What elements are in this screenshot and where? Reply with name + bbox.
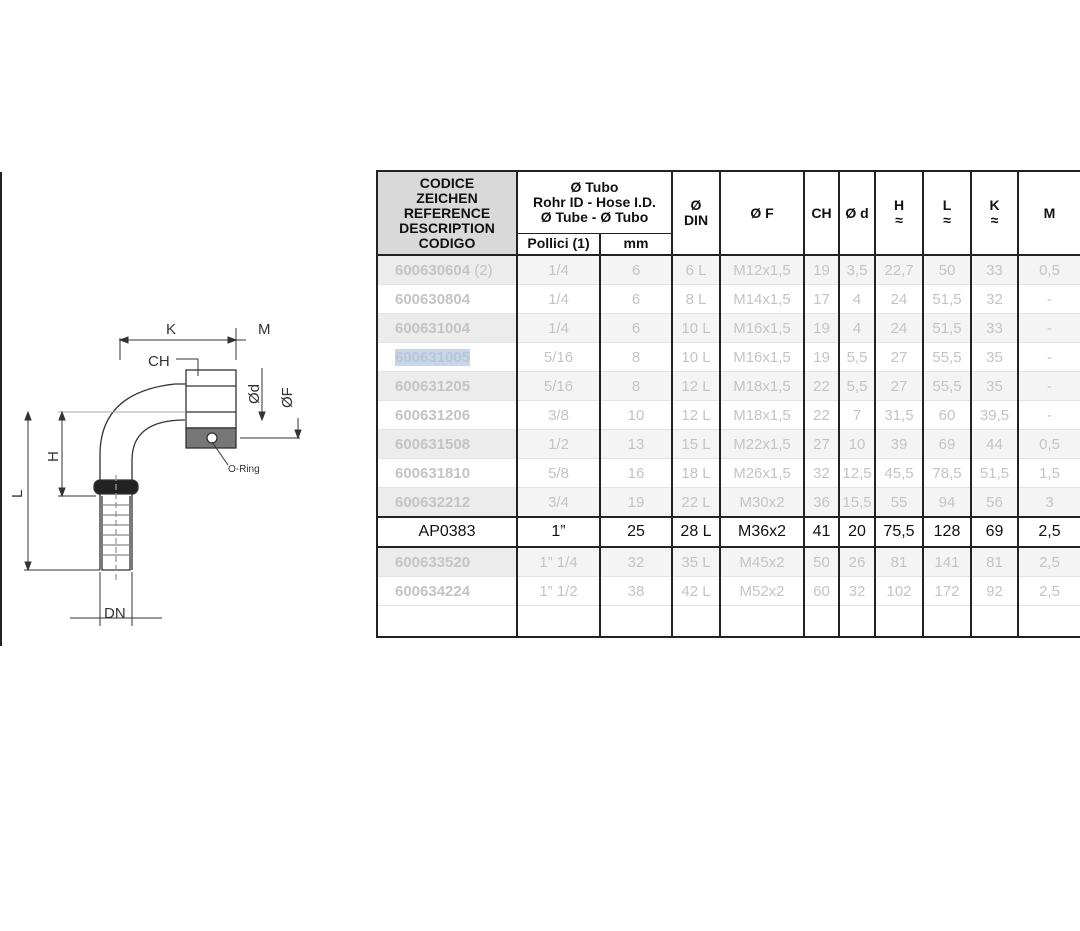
cell-code[interactable]: 600630604 (2): [377, 255, 517, 285]
cell-mm: 10: [600, 401, 672, 430]
cell-k: 32: [971, 285, 1018, 314]
cell-m: -: [1018, 372, 1080, 401]
cell-l: 94: [923, 488, 971, 518]
cell-m: 0,5: [1018, 430, 1080, 459]
cell-l: 60: [923, 401, 971, 430]
table-row[interactable]: [377, 547, 1080, 577]
cell-m: -: [1018, 343, 1080, 372]
cell-h: 24: [875, 285, 923, 314]
cell-din: 35 L: [672, 547, 720, 577]
cell-l: 172: [923, 577, 971, 606]
label-m: M: [258, 321, 271, 338]
header-mm: mm: [600, 233, 672, 255]
cell-k: 92: [971, 577, 1018, 606]
cell-l: 55,5: [923, 372, 971, 401]
cell-ch: 22: [804, 401, 839, 430]
cell-d: 5,5: [839, 343, 875, 372]
cell-l: 141: [923, 547, 971, 577]
cell-mm: 19: [600, 488, 672, 518]
cell-ch: 32: [804, 459, 839, 488]
cell-k: 35: [971, 372, 1018, 401]
cell-code[interactable]: 600632212: [377, 488, 517, 518]
cell-code[interactable]: 600631206: [377, 401, 517, 430]
cell-m: 0,5: [1018, 255, 1080, 285]
cell-ch: 50: [804, 547, 839, 577]
cell-din: 6 L: [672, 255, 720, 285]
cell-d: 5,5: [839, 372, 875, 401]
cell-din: 28 L: [672, 517, 720, 547]
cell-din: 15 L: [672, 430, 720, 459]
label-dn: DN: [104, 605, 126, 622]
empty-cell: [720, 606, 804, 638]
table-row[interactable]: [377, 459, 1080, 488]
table-row[interactable]: [377, 430, 1080, 459]
cell-din: 12 L: [672, 401, 720, 430]
cell-f: M12x1,5: [720, 255, 804, 285]
cell-pollici: 1/2: [517, 430, 600, 459]
cell-din: 10 L: [672, 314, 720, 343]
cell-mm: 16: [600, 459, 672, 488]
cell-h: 27: [875, 372, 923, 401]
cell-pollici: 1/4: [517, 285, 600, 314]
table-row[interactable]: [377, 488, 1080, 518]
cell-f: M14x1,5: [720, 285, 804, 314]
cell-m: -: [1018, 401, 1080, 430]
empty-cell: [923, 606, 971, 638]
cell-d: 4: [839, 285, 875, 314]
cell-ch: 22: [804, 372, 839, 401]
cell-pollici: 1/4: [517, 314, 600, 343]
header-tubo: Ø Tubo Rohr ID - Hose I.D. Ø Tube - Ø Tubo: [517, 171, 672, 233]
label-l: L: [9, 489, 26, 498]
cell-ch: 19: [804, 314, 839, 343]
cell-pollici: 5/16: [517, 372, 600, 401]
cell-f: M22x1,5: [720, 430, 804, 459]
cell-h: 45,5: [875, 459, 923, 488]
cell-f: M18x1,5: [720, 372, 804, 401]
cell-code[interactable]: 600631004: [377, 314, 517, 343]
table-row[interactable]: [377, 401, 1080, 430]
cell-d: 10: [839, 430, 875, 459]
header-codice: CODICE ZEICHEN REFERENCE DESCRIPTION CODIGO: [377, 171, 517, 255]
cell-l: 55,5: [923, 343, 971, 372]
cell-code[interactable]: AP0383: [377, 517, 517, 547]
cell-k: 33: [971, 314, 1018, 343]
cell-l: 51,5: [923, 314, 971, 343]
empty-cell: [971, 606, 1018, 638]
cell-l: 128: [923, 517, 971, 547]
cell-ch: 36: [804, 488, 839, 518]
cell-pollici: 3/8: [517, 401, 600, 430]
fitting-drawing: [0, 300, 330, 640]
header-h: H ≈: [875, 171, 923, 255]
label-ch: CH: [148, 353, 170, 370]
cell-l: 50: [923, 255, 971, 285]
header-l: L ≈: [923, 171, 971, 255]
cell-d: 4: [839, 314, 875, 343]
empty-row: [377, 606, 1080, 638]
cell-k: 81: [971, 547, 1018, 577]
label-h: H: [45, 451, 62, 462]
table-row[interactable]: [377, 577, 1080, 606]
cell-h: 81: [875, 547, 923, 577]
cell-f: M45x2: [720, 547, 804, 577]
cell-h: 75,5: [875, 517, 923, 547]
cell-d: 20: [839, 517, 875, 547]
cell-d: 15,5: [839, 488, 875, 518]
cell-pollici: 1” 1/2: [517, 577, 600, 606]
cell-f: M16x1,5: [720, 343, 804, 372]
cell-k: 35: [971, 343, 1018, 372]
cell-code[interactable]: 600631508: [377, 430, 517, 459]
label-d: Ød: [246, 383, 263, 404]
cell-m: 1,5: [1018, 459, 1080, 488]
empty-cell: [804, 606, 839, 638]
cell-f: M52x2: [720, 577, 804, 606]
cell-din: 18 L: [672, 459, 720, 488]
cell-pollici: 3/4: [517, 488, 600, 518]
empty-cell: [839, 606, 875, 638]
cell-m: 2,5: [1018, 517, 1080, 547]
cell-mm: 8: [600, 343, 672, 372]
cell-din: 10 L: [672, 343, 720, 372]
spec-table-container: [376, 170, 1080, 648]
cell-f: M26x1,5: [720, 459, 804, 488]
elbow-fitting-diagram: [0, 300, 330, 640]
cell-k: 51,5: [971, 459, 1018, 488]
label-f: ØF: [279, 387, 296, 408]
cell-m: 2,5: [1018, 577, 1080, 606]
cell-h: 55: [875, 488, 923, 518]
cell-code[interactable]: 600631810: [377, 459, 517, 488]
cell-f: M18x1,5: [720, 401, 804, 430]
cell-mm: 25: [600, 517, 672, 547]
cell-k: 56: [971, 488, 1018, 518]
header-m: M: [1018, 171, 1080, 255]
cell-f: M36x2: [720, 517, 804, 547]
table-row[interactable]: [377, 255, 1080, 285]
cell-mm: 8: [600, 372, 672, 401]
cell-code[interactable]: 600631205: [377, 372, 517, 401]
cell-code[interactable]: 600633520: [377, 547, 517, 577]
cell-d: 12,5: [839, 459, 875, 488]
cell-code[interactable]: 600630804: [377, 285, 517, 314]
header-d: Ø d: [839, 171, 875, 255]
header-ch: CH: [804, 171, 839, 255]
cell-l: 51,5: [923, 285, 971, 314]
cell-h: 27: [875, 343, 923, 372]
cell-h: 102: [875, 577, 923, 606]
cell-k: 39,5: [971, 401, 1018, 430]
cell-pollici: 1/4: [517, 255, 600, 285]
empty-cell: [1018, 606, 1080, 638]
cell-din: 42 L: [672, 577, 720, 606]
spec-table: [376, 170, 1080, 638]
cell-mm: 32: [600, 547, 672, 577]
cell-ch: 19: [804, 255, 839, 285]
header-din: Ø DIN: [672, 171, 720, 255]
cell-k: 69: [971, 517, 1018, 547]
empty-cell: [672, 606, 720, 638]
cell-mm: 6: [600, 255, 672, 285]
cell-din: 8 L: [672, 285, 720, 314]
cell-ch: 17: [804, 285, 839, 314]
table-row[interactable]: [377, 343, 1080, 372]
cell-mm: 38: [600, 577, 672, 606]
header-pollici: Pollici (1): [517, 233, 600, 255]
cell-ch: 19: [804, 343, 839, 372]
cell-h: 22,7: [875, 255, 923, 285]
header-k: K ≈: [971, 171, 1018, 255]
cell-d: 32: [839, 577, 875, 606]
label-oring: O-Ring: [228, 464, 260, 475]
cell-ch: 41: [804, 517, 839, 547]
cell-ch: 60: [804, 577, 839, 606]
cell-code[interactable]: 600634224: [377, 577, 517, 606]
header-f: Ø F: [720, 171, 804, 255]
empty-cell: [600, 606, 672, 638]
cell-h: 24: [875, 314, 923, 343]
cell-d: 3,5: [839, 255, 875, 285]
cell-mm: 13: [600, 430, 672, 459]
table-row[interactable]: [377, 372, 1080, 401]
cell-ch: 27: [804, 430, 839, 459]
cell-pollici: 1” 1/4: [517, 547, 600, 577]
empty-cell: [377, 606, 517, 638]
cell-f: M30x2: [720, 488, 804, 518]
cell-pollici: 1”: [517, 517, 600, 547]
cell-m: -: [1018, 314, 1080, 343]
table-row[interactable]: [377, 314, 1080, 343]
label-k: K: [166, 321, 177, 338]
cell-code[interactable]: 600631005: [377, 343, 517, 372]
cell-mm: 6: [600, 314, 672, 343]
cell-pollici: 5/16: [517, 343, 600, 372]
cell-din: 22 L: [672, 488, 720, 518]
cell-m: 3: [1018, 488, 1080, 518]
cell-l: 78,5: [923, 459, 971, 488]
cell-h: 39: [875, 430, 923, 459]
cell-mm: 6: [600, 285, 672, 314]
cell-l: 69: [923, 430, 971, 459]
cell-din: 12 L: [672, 372, 720, 401]
cell-f: M16x1,5: [720, 314, 804, 343]
cell-m: -: [1018, 285, 1080, 314]
cell-d: 26: [839, 547, 875, 577]
cell-pollici: 5/8: [517, 459, 600, 488]
empty-cell: [517, 606, 600, 638]
cell-m: 2,5: [1018, 547, 1080, 577]
table-row[interactable]: [377, 285, 1080, 314]
cell-d: 7: [839, 401, 875, 430]
cell-k: 44: [971, 430, 1018, 459]
empty-cell: [875, 606, 923, 638]
cell-h: 31,5: [875, 401, 923, 430]
cell-k: 33: [971, 255, 1018, 285]
table-row[interactable]: [377, 517, 1080, 547]
